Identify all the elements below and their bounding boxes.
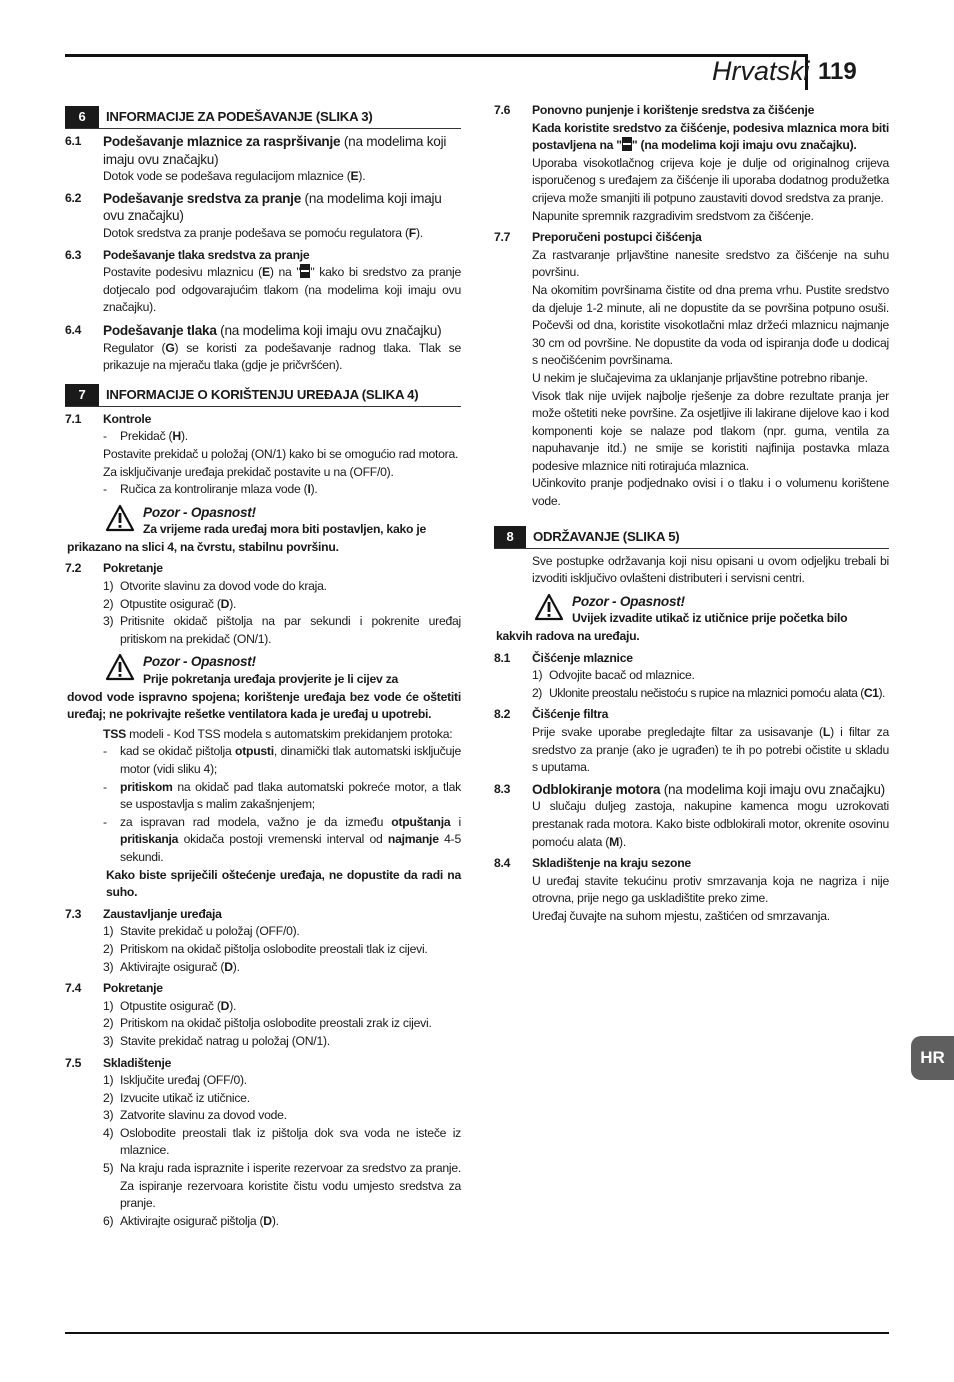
warning-triangle-icon	[534, 593, 564, 621]
language-title: Hrvatski	[712, 56, 810, 86]
item-6-3-text: Postavite podesivu mlaznicu (E) na " " kako bi sredstvo za pranje dotjecalo pod odgovarajućim tlakom (na modelima koji imaju ovu značajku).	[103, 265, 462, 315]
page-number: 119	[818, 58, 857, 85]
header-rule	[65, 54, 805, 57]
detergent-nozzle-icon	[300, 264, 310, 278]
detergent-nozzle-icon	[622, 137, 632, 151]
right-column: 7.6 Ponovno punjenje i korištenje sredstva za čišćenje Kada koristite sredstvo za čišćenje, podesiva mlaznica mora biti postavljena na " " (na modelima koji imaju ovu značajku). Uporaba visokotlačnog crijeva koje je dulje od originalnog crijeva isporučenog s uređajem za čišćenje ili uporaba dodatnog produžetka crijeva može smanjiti ili potpuno zaustaviti dovod sredstva za pranje. Napunite spremnik razgradivim sredstvom za čišćenje. 7.7 Preporučeni postupci čišćenja Za rastvaranje prljavštine nanesite sredstvo za čišćenje na suhu površinu. Na okomitim površinama čistite od dna prema vrhu. Pustite sredstvo da djeluje 1-2 minute, ali ne dopustite da se površina potpuno osuši. Počevši od dna, koristite visokotlačni mlaz držeći mlaznicu najmanje 30 cm od površine. Ne dopustite da voda od ispiranja dođe u dodicaj s neočišćenim površinama. U nekim je slučajevima za uklanjanje prljavštine potrebno ribanje. Visok tlak nije uvijek najbolje rješenje za dobre rezultate pranja jer može oštetiti neke površine. Za osjetljive ili lakirane dijelove kao i kod komponenti koje se nalaze pod tlakom (npr. guma, ventila za napuhavanje itd.) ne smije se koristiti najfinija postavka mlaza podesive mlaznice niti rotirajuća mlaznica. Učinkovito pranje podjednako ovisi i o tlaku i o volumenu korištene vode. 8 ODRŽAVANJE (SLIKA 5) Sve postupke održavanja koji nisu opisani u ovom odjeljku trebali bi izvoditi isključivo ovlašteni distributeri i servisni centri. Pozor - Opasnost! Uvijek izvadite utikač iz utičnice prije početka bilo kakvih radova na uređaju. 8.1 Čišćenje mlaznice 1) Odvojite bacač od mlaznice. 2) Uklonite preostalu nečistoću s rupice na mlaznici pomoću alata (C1). 8.2 Čišćenje filtra Prije svake uporabe pregledajte filtar za usisavanje (L) i filtar za sredstvo za pranje (ako je ugrađen) te ih po potrebi očistite u skladu s uputama. 8.3 Odblokiranje motora (na modelima koji imaju ovu značajku) U slučaju duljeg zastoja, nakupine kamenca mogu uzrokovati prestanak rada motora. Kako biste odblokirali motor, okrenite osovinu pomoću alata (M). 8.4 Skladištenje na kraju sezone U uređaj stavite tekućinu protiv smrzavanja koja ne nagriza i nije otrovna, prije nego ga uskladištite preko zime. Uređaj čuvajte na suhom mjestu, zaštićen od smrzavanja.	[494, 103, 889, 923]
section-7-header: 7 INFORMACIJE O KORIŠTENJU UREĐAJA (SLIKA 4)	[65, 384, 461, 407]
warning-triangle-icon	[105, 504, 135, 532]
item-7-4: 7.4 Pokretanje	[65, 981, 163, 996]
item-7-7: 7.7 Preporučeni postupci čišćenja	[494, 230, 702, 245]
item-8-3: 8.3 Odblokiranje motora (na modelima koji imaju ovu značajku)	[494, 781, 885, 797]
item-6-1-text: Dotok vode se podešava regulacijom mlaznice (E).	[103, 169, 366, 184]
item-6-2-text: Dotok sredstva za pranje podešava se pomoću regulatora (F).	[103, 225, 423, 240]
tss-block: TSS modeli - Kod TSS modela s automatskim prekidanjem protoka: - kad se okidač pištolja otpusti, dinamički tlak automatski isključuje motor (vidi sliku 4); - pritiskom na okidač pad tlaka automatski pokreće motor, a tlak se uspostavlja s malim zakašnjenjem; - za ispravan rad modela, važno je da između otpuštanja i pritiskanja okidača postoji vremenski interval od najmanje 4-5 sekundi. Kako biste spriječili oštećenje uređaja, ne dopustite da radi na suho.	[103, 726, 462, 900]
warning-box-3: Pozor - Opasnost! Uvijek izvadite utikač iz utičnice prije početka bilo kakvih radova na uređaju.	[496, 593, 848, 644]
section-number: 6	[65, 106, 99, 128]
item-6-1: 6.1 Podešavanje mlaznice za raspršivanje (na modelima koji imaju ovu značajku)	[65, 134, 447, 167]
item-7-2: 7.2 Pokretanje	[65, 561, 163, 576]
item-7-6: 7.6 Ponovno punjenje i korištenje sredstva za čišćenje	[494, 103, 815, 117]
item-7-1: 7.1 Kontrole	[65, 411, 152, 426]
section-8-intro: Sve postupke održavanja koji nisu opisani u ovom odjeljku trebali bi izvoditi isključivo ovlašteni distributeri i servisni centri.	[532, 553, 889, 586]
item-7-5: 7.5 Skladištenje	[65, 1055, 172, 1070]
language-tab: HR	[911, 1036, 954, 1080]
warning-box-1: Pozor - Opasnost! Za vrijeme rada uređaj mora biti postavljen, kako je prikazano na slici 4, na čvrstu, stabilnu površinu.	[67, 504, 426, 554]
item-6-4-text: Regulator (G) se koristi za podešavanje radnog tlaka. Tlak se prikazuje na mjeraču tlaka (gdje je pričvršćen).	[103, 340, 461, 373]
item-8-4: 8.4 Skladištenje na kraju sezone	[494, 856, 691, 871]
item-6-4: 6.4 Podešavanje tlaka (na modelima koji imaju ovu značajku)	[65, 322, 442, 338]
section-6-header	[65, 106, 461, 129]
item-6-2: 6.2 Podešavanje sredstva za pranje (na modelima koji imaju ovu značajku)	[65, 190, 442, 224]
warning-triangle-icon	[105, 653, 135, 681]
item-7-3: 7.3 Zaustavljanje uređaja	[65, 906, 222, 921]
warning-box-2: Pozor - Opasnost! Prije pokretanja uređaja provjerite je li cijev za dovod vode ispravno spojena; korištenje uređaja bez vode će oštetiti uređaj; ne pokrivajte rešetke ventilatora kada je uređaj u upotrebi.	[67, 654, 461, 722]
section-title: INFORMACIJE ZA PODEŠAVANJE (SLIKA 3)	[106, 109, 373, 125]
item-8-2: 8.2 Čišćenje filtra	[494, 707, 609, 722]
footer-rule	[65, 1332, 889, 1334]
item-8-1: 8.1 Čišćenje mlaznice	[494, 650, 633, 665]
left-column: 6 INFORMACIJE ZA PODEŠAVANJE (SLIKA 3) 6.1 Podešavanje mlaznice za raspršivanje (na modelima koji imaju ovu značajku) Dotok vode se podešava regulacijom mlaznice (E). 6.2 Podešavanje sredstva za pranje (na modelima koji imaju ovu značajku) Dotok sredstva za pranje podešava se pomoću regulatora (F). 6.3 Podešavanje tlaka sredstva za pranje Postavite podesivu mlaznicu (E) na " " kako bi sredstvo za pranje dotjecalo pod odgovarajućim tlakom (na modelima koji imaju ovu značajku). 6.4 Podešavanje tlaka (na modelima koji imaju ovu značajku) Regulator (G) se koristi za podešavanje radnog tlaka. Tlak se prikazuje na mjeraču tlaka (gdje je pričvršćen). 7 INFORMACIJE O KORIŠTENJU UREĐAJA (SLIKA 4) 7.1 Kontrole - Prekidač (H). Postavite prekidač u položaj (ON/1) kako bi se omogućio rad motora. Za isključivanje uređaja prekidač postavite u na (OFF/0). - Ručica za kontroliranje mlaza vode (I). Pozor - Opasnost! Za vrijeme rada uređaj mora biti postavljen, kako je prikazano na slici 4, na čvrstu, stabilnu površinu. 7.2 Pokretanje 1) Otvorite slavinu za dovod vode do kraja. 2) Otpustite osigurač (D). 3) Pritisnite okidač pištolja na par sekundi i pokrenite uređaj pritiskom na prekidač (ON/1). Pozor - Opasnost! Prije pokretanja uređaja provjerite je li cijev za dovod vode ispravno spojena; korištenje uređaja bez vode će oštetiti uređaj; ne pokrivajte rešetke ventilatora kada je uređaj u upotrebi. TSS modeli - Kod TSS modela s automatskim prekidanjem protoka: - kad se okidač pištolja otpusti, dinamički tlak automatski isključuje motor (vidi sliku 4); - pritiskom na okidač pad tlaka automatski pokreće motor, a tlak se uspostavlja s malim zakašnjenjem; - za ispravan rad modela, važno je da između otpuštanja i pritiskanja okidača postoji vremenski interval od najmanje 4-5 sekundi. Kako biste spriječili oštećenje uređaja, ne dopustite da radi na suho. 7.3 Zaustavljanje uređaja 1) Stavite prekidač u položaj (OFF/0). 2) Pritiskom na okidač pištolja oslobodite preostali tlak iz cijevi. 3) Aktivirajte osigurač (D). 7.4 Pokretanje 1) Otpustite osigurač (D). 2) Pritiskom na okidač pištolja oslobodite preostali zrak iz cijevi. 3) Stavite prekidač natrag u položaj (ON/1). 7.5 Skladištenje 1) Isključite uređaj (OFF/0). 2) Izvucite utikač iz utičnice. 3) Zatvorite slavinu za dovod vode. 4) Oslobodite preostali tlak iz pištolja dok sva voda ne isteče iz mlaznice. 5) Na kraju rada ispraznite i isperite rezervoar za sredstvo za pranje. Za ispiranje rezervoara koristite čistu vodu umjesto sredstva za pranje. 6) Aktivirajte osigurač pištolja (D).	[65, 106, 461, 1230]
section-8-header: 8 ODRŽAVANJE (SLIKA 5)	[494, 526, 889, 549]
item-6-3: 6.3 Podešavanje tlaka sredstva za pranje	[65, 247, 310, 262]
